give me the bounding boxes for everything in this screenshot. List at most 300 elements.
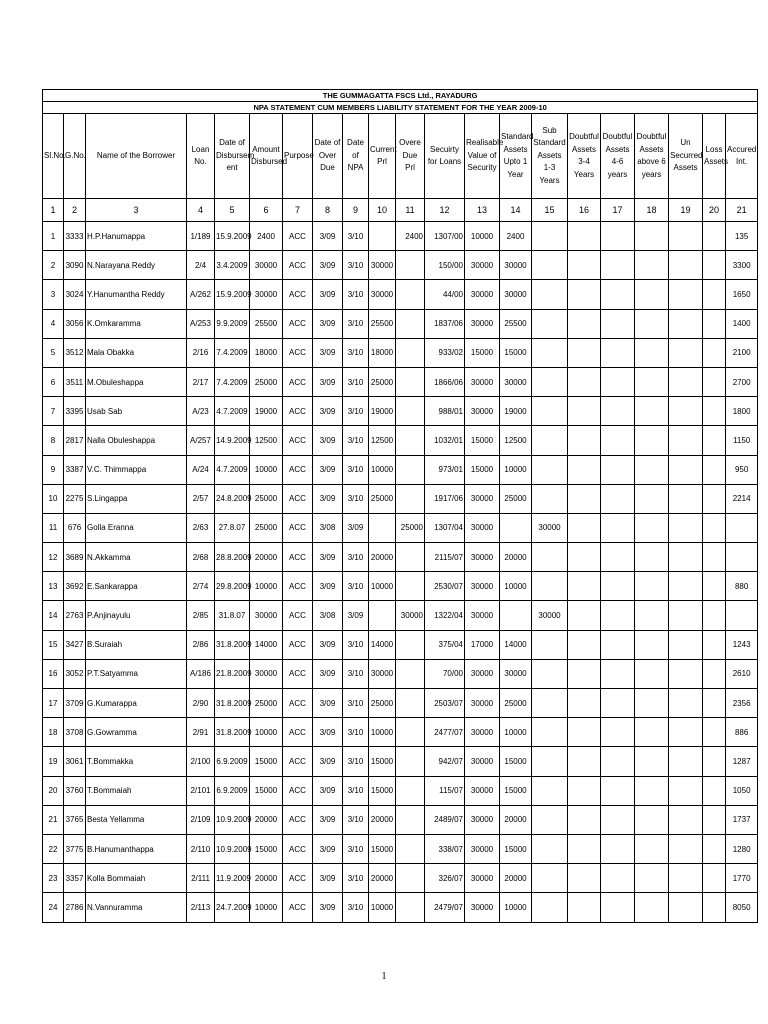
table-cell-12: 2489/07	[425, 805, 465, 834]
table-cell-9: 3/10	[343, 834, 369, 863]
table-cell-12: 942/07	[425, 747, 465, 776]
table-cell-14: 30000	[500, 367, 532, 396]
table-cell-17	[601, 689, 635, 718]
table-cell-15	[532, 805, 568, 834]
table-cell-11: 2400	[396, 222, 425, 251]
table-cell-5: 31.8.2009	[215, 718, 250, 747]
table-cell-2: 3689	[64, 543, 86, 572]
table-cell-9: 3/10	[343, 309, 369, 338]
table-cell-11	[396, 834, 425, 863]
header-cell-2: G.No.	[64, 114, 86, 199]
table-row	[43, 543, 758, 572]
table-cell-20	[703, 280, 726, 309]
table-row	[43, 338, 758, 367]
table-cell-21: 3300	[726, 251, 758, 280]
table-cell-4: A/24	[187, 455, 215, 484]
table-cell-5: 15.9.2009	[215, 280, 250, 309]
table-row	[43, 397, 758, 426]
table-cell-16	[568, 805, 601, 834]
table-cell-16	[568, 309, 601, 338]
table-cell-8: 3/09	[313, 572, 343, 601]
subtitle-row	[43, 102, 758, 114]
table-cell-16	[568, 893, 601, 922]
table-cell-12: 44/00	[425, 280, 465, 309]
table-cell-3: N.Narayana Reddy	[86, 251, 187, 280]
table-cell-6: 14000	[250, 630, 283, 659]
column-number-cell-5: 5	[215, 199, 250, 222]
table-cell-5: 9.9.2009	[215, 309, 250, 338]
table-cell-16	[568, 222, 601, 251]
table-cell-1: 10	[43, 484, 64, 513]
table-cell-1: 18	[43, 718, 64, 747]
table-cell-21: 1050	[726, 776, 758, 805]
document-title: THE GUMMAGATTA FSCS Ltd., RAYADURG	[43, 90, 758, 102]
table-cell-4: A/186	[187, 659, 215, 688]
table-cell-19	[669, 251, 703, 280]
table-cell-11	[396, 397, 425, 426]
table-cell-6: 12500	[250, 426, 283, 455]
table-cell-8: 3/09	[313, 484, 343, 513]
table-cell-14: 12500	[500, 426, 532, 455]
header-cell-7: Purpose	[283, 114, 313, 199]
table-cell-16	[568, 659, 601, 688]
table-cell-18	[635, 484, 669, 513]
table-cell-16	[568, 280, 601, 309]
column-number-cell-12: 12	[425, 199, 465, 222]
table-cell-17	[601, 630, 635, 659]
table-cell-3: S.Lingappa	[86, 484, 187, 513]
table-cell-21: 1800	[726, 397, 758, 426]
table-cell-19	[669, 864, 703, 893]
table-cell-6: 10000	[250, 893, 283, 922]
table-cell-18	[635, 601, 669, 630]
table-cell-5: 6.9.2009	[215, 747, 250, 776]
table-cell-6: 25000	[250, 484, 283, 513]
table-cell-7: ACC	[283, 834, 313, 863]
table-cell-12: 115/07	[425, 776, 465, 805]
table-cell-18	[635, 747, 669, 776]
table-cell-14: 25000	[500, 484, 532, 513]
table-cell-1: 12	[43, 543, 64, 572]
table-cell-19	[669, 689, 703, 718]
table-cell-17	[601, 718, 635, 747]
table-cell-19	[669, 543, 703, 572]
table-cell-1: 1	[43, 222, 64, 251]
table-cell-13: 30000	[465, 513, 500, 542]
table-cell-11	[396, 484, 425, 513]
table-cell-11	[396, 338, 425, 367]
table-cell-2: 3024	[64, 280, 86, 309]
table-cell-10: 30000	[369, 280, 396, 309]
table-cell-6: 2400	[250, 222, 283, 251]
table-cell-21	[726, 513, 758, 542]
table-cell-21: 1243	[726, 630, 758, 659]
table-cell-13: 30000	[465, 864, 500, 893]
table-cell-18	[635, 338, 669, 367]
table-cell-7: ACC	[283, 659, 313, 688]
header-cell-18: Doubtful Assets above 6 years	[635, 114, 669, 199]
table-cell-18	[635, 689, 669, 718]
table-cell-11	[396, 630, 425, 659]
table-cell-15	[532, 630, 568, 659]
header-cell-16: Doubtful Assets 3-4 Years	[568, 114, 601, 199]
column-number-cell-4: 4	[187, 199, 215, 222]
table-cell-12: 2115/07	[425, 543, 465, 572]
table-cell-17	[601, 601, 635, 630]
table-cell-14: 15000	[500, 834, 532, 863]
table-cell-10: 25000	[369, 689, 396, 718]
table-cell-14: 10000	[500, 455, 532, 484]
table-cell-20	[703, 893, 726, 922]
table-cell-10: 10000	[369, 572, 396, 601]
table-cell-6: 30000	[250, 601, 283, 630]
table-cell-20	[703, 630, 726, 659]
table-cell-4: 2/110	[187, 834, 215, 863]
table-cell-19	[669, 630, 703, 659]
header-cell-6: Amount Disbursed	[250, 114, 283, 199]
column-number-cell-18: 18	[635, 199, 669, 222]
table-cell-4: 2/111	[187, 864, 215, 893]
table-cell-9: 3/10	[343, 864, 369, 893]
table-cell-5: 11.9.2009	[215, 864, 250, 893]
table-cell-16	[568, 455, 601, 484]
table-cell-7: ACC	[283, 484, 313, 513]
table-cell-16	[568, 834, 601, 863]
table-cell-15	[532, 776, 568, 805]
column-number-cell-6: 6	[250, 199, 283, 222]
table-cell-1: 19	[43, 747, 64, 776]
table-cell-3: Usab Sab	[86, 397, 187, 426]
table-cell-6: 15000	[250, 747, 283, 776]
table-cell-21: 135	[726, 222, 758, 251]
table-cell-13: 30000	[465, 747, 500, 776]
table-cell-15	[532, 659, 568, 688]
header-cell-11: Overe Due Prl	[396, 114, 425, 199]
table-cell-5: 3.4.2009	[215, 251, 250, 280]
table-cell-12: 326/07	[425, 864, 465, 893]
table-cell-12: 1032/01	[425, 426, 465, 455]
table-cell-12: 1307/00	[425, 222, 465, 251]
table-cell-14: 10000	[500, 572, 532, 601]
table-cell-18	[635, 834, 669, 863]
table-cell-8: 3/09	[313, 280, 343, 309]
table-cell-20	[703, 455, 726, 484]
table-cell-21: 886	[726, 718, 758, 747]
table-cell-10: 20000	[369, 864, 396, 893]
table-cell-2: 2275	[64, 484, 86, 513]
table-cell-4: 1/189	[187, 222, 215, 251]
table-cell-11	[396, 747, 425, 776]
table-cell-10: 19000	[369, 397, 396, 426]
table-cell-16	[568, 367, 601, 396]
table-cell-7: ACC	[283, 689, 313, 718]
table-cell-4: 2/74	[187, 572, 215, 601]
table-cell-19	[669, 426, 703, 455]
table-cell-10: 10000	[369, 718, 396, 747]
table-cell-21: 1770	[726, 864, 758, 893]
table-cell-19	[669, 805, 703, 834]
table-cell-17	[601, 893, 635, 922]
table-cell-13: 30000	[465, 805, 500, 834]
table-cell-19	[669, 484, 703, 513]
table-cell-20	[703, 747, 726, 776]
table-cell-13: 30000	[465, 718, 500, 747]
table-cell-1: 5	[43, 338, 64, 367]
table-cell-12: 933/02	[425, 338, 465, 367]
table-cell-12: 988/01	[425, 397, 465, 426]
table-cell-5: 6.9.2009	[215, 776, 250, 805]
table-cell-19	[669, 747, 703, 776]
table-cell-18	[635, 513, 669, 542]
table-cell-1: 21	[43, 805, 64, 834]
column-number-cell-16: 16	[568, 199, 601, 222]
table-cell-21: 2356	[726, 689, 758, 718]
table-cell-19	[669, 659, 703, 688]
table-cell-5: 7.4.2009	[215, 367, 250, 396]
table-cell-11: 25000	[396, 513, 425, 542]
table-cell-7: ACC	[283, 805, 313, 834]
table-cell-14	[500, 513, 532, 542]
table-cell-1: 2	[43, 251, 64, 280]
table-cell-3: Besta Yellamma	[86, 805, 187, 834]
table-cell-16	[568, 572, 601, 601]
header-row	[43, 114, 758, 199]
table-cell-7: ACC	[283, 572, 313, 601]
column-number-cell-11: 11	[396, 199, 425, 222]
table-row	[43, 222, 758, 251]
table-cell-3: Kolla Bommaiah	[86, 864, 187, 893]
table-cell-7: ACC	[283, 455, 313, 484]
table-cell-18	[635, 222, 669, 251]
table-cell-13: 15000	[465, 426, 500, 455]
table-cell-1: 6	[43, 367, 64, 396]
table-cell-10	[369, 601, 396, 630]
table-row	[43, 455, 758, 484]
table-cell-15	[532, 747, 568, 776]
table-cell-8: 3/09	[313, 397, 343, 426]
table-cell-20	[703, 338, 726, 367]
table-cell-19	[669, 367, 703, 396]
table-cell-4: 2/57	[187, 484, 215, 513]
table-cell-1: 20	[43, 776, 64, 805]
table-cell-20	[703, 805, 726, 834]
table-cell-3: N.Akkamma	[86, 543, 187, 572]
table-cell-18	[635, 251, 669, 280]
header-cell-10: Current Prl	[369, 114, 396, 199]
table-cell-19	[669, 776, 703, 805]
table-cell-16	[568, 513, 601, 542]
table-cell-9: 3/10	[343, 543, 369, 572]
table-cell-21: 1150	[726, 426, 758, 455]
table-cell-5: 4.7.2009	[215, 397, 250, 426]
table-cell-11	[396, 776, 425, 805]
table-cell-6: 10000	[250, 455, 283, 484]
table-cell-18	[635, 659, 669, 688]
table-cell-16	[568, 338, 601, 367]
table-cell-21	[726, 543, 758, 572]
table-cell-2: 3395	[64, 397, 86, 426]
table-cell-2: 3709	[64, 689, 86, 718]
table-cell-2: 3357	[64, 864, 86, 893]
table-row	[43, 572, 758, 601]
table-cell-2: 3052	[64, 659, 86, 688]
table-cell-7: ACC	[283, 397, 313, 426]
table-cell-6: 18000	[250, 338, 283, 367]
table-cell-16	[568, 718, 601, 747]
column-number-cell-9: 9	[343, 199, 369, 222]
table-cell-19	[669, 718, 703, 747]
table-cell-9: 3/10	[343, 659, 369, 688]
table-cell-17	[601, 864, 635, 893]
table-cell-14: 30000	[500, 659, 532, 688]
table-cell-20	[703, 834, 726, 863]
table-cell-10: 14000	[369, 630, 396, 659]
header-cell-8: Date of Over Due	[313, 114, 343, 199]
table-cell-9: 3/10	[343, 455, 369, 484]
table-cell-16	[568, 426, 601, 455]
table-cell-8: 3/09	[313, 864, 343, 893]
table-cell-14: 15000	[500, 747, 532, 776]
table-cell-1: 22	[43, 834, 64, 863]
table-cell-17	[601, 776, 635, 805]
table-cell-13: 30000	[465, 776, 500, 805]
table-cell-3: B.Hanumanthappa	[86, 834, 187, 863]
table-row	[43, 426, 758, 455]
table-cell-16	[568, 601, 601, 630]
table-cell-3: P.T.Satyamma	[86, 659, 187, 688]
table-cell-3: G.Kumarappa	[86, 689, 187, 718]
table-cell-14: 30000	[500, 280, 532, 309]
table-row	[43, 309, 758, 338]
table-cell-10: 15000	[369, 834, 396, 863]
table-cell-17	[601, 572, 635, 601]
table-cell-9: 3/09	[343, 513, 369, 542]
table-cell-8: 3/09	[313, 893, 343, 922]
table-cell-10: 12500	[369, 426, 396, 455]
table-cell-5: 31.8.2009	[215, 689, 250, 718]
table-cell-2: 3056	[64, 309, 86, 338]
table-cell-11	[396, 426, 425, 455]
column-number-cell-1: 1	[43, 199, 64, 222]
table-cell-3: H.P.Hanumappa	[86, 222, 187, 251]
table-cell-5: 31.8.07	[215, 601, 250, 630]
table-cell-5: 10.9.2009	[215, 834, 250, 863]
table-cell-9: 3/10	[343, 397, 369, 426]
table-cell-12: 2503/07	[425, 689, 465, 718]
table-cell-20	[703, 659, 726, 688]
column-number-row	[43, 199, 758, 222]
table-cell-4: 2/17	[187, 367, 215, 396]
table-cell-14: 20000	[500, 864, 532, 893]
table-cell-18	[635, 776, 669, 805]
table-cell-6: 30000	[250, 251, 283, 280]
table-cell-4: A/23	[187, 397, 215, 426]
table-cell-2: 3765	[64, 805, 86, 834]
table-cell-15: 30000	[532, 601, 568, 630]
column-number-cell-3: 3	[86, 199, 187, 222]
column-number-cell-14: 14	[500, 199, 532, 222]
table-cell-14: 10000	[500, 893, 532, 922]
table-cell-4: A/257	[187, 426, 215, 455]
table-cell-5: 10.9.2009	[215, 805, 250, 834]
header-cell-12: Secuirty for Loans	[425, 114, 465, 199]
table-cell-11: 30000	[396, 601, 425, 630]
table-cell-8: 3/09	[313, 338, 343, 367]
table-cell-9: 3/10	[343, 222, 369, 251]
table-row	[43, 689, 758, 718]
table-cell-10: 18000	[369, 338, 396, 367]
table-cell-21: 2610	[726, 659, 758, 688]
table-cell-18	[635, 309, 669, 338]
table-cell-21: 1737	[726, 805, 758, 834]
table-cell-7: ACC	[283, 893, 313, 922]
table-cell-2: 3061	[64, 747, 86, 776]
table-cell-9: 3/10	[343, 338, 369, 367]
table-cell-20	[703, 397, 726, 426]
table-row	[43, 367, 758, 396]
table-cell-11	[396, 251, 425, 280]
column-number-cell-7: 7	[283, 199, 313, 222]
table-cell-8: 3/09	[313, 805, 343, 834]
table-cell-3: P.Anjinayulu	[86, 601, 187, 630]
table-cell-9: 3/10	[343, 718, 369, 747]
table-row	[43, 834, 758, 863]
table-cell-8: 3/09	[313, 834, 343, 863]
table-cell-18	[635, 543, 669, 572]
table-row	[43, 747, 758, 776]
table-cell-8: 3/09	[313, 689, 343, 718]
table-cell-12: 338/07	[425, 834, 465, 863]
table-row	[43, 251, 758, 280]
table-cell-6: 25000	[250, 367, 283, 396]
table-cell-4: 2/16	[187, 338, 215, 367]
table-cell-2: 3427	[64, 630, 86, 659]
table-cell-17	[601, 659, 635, 688]
table-cell-11	[396, 543, 425, 572]
table-cell-12: 1322/04	[425, 601, 465, 630]
table-cell-6: 20000	[250, 805, 283, 834]
table-cell-10: 30000	[369, 251, 396, 280]
table-cell-9: 3/10	[343, 572, 369, 601]
table-cell-6: 10000	[250, 718, 283, 747]
table-cell-11	[396, 455, 425, 484]
table-cell-8: 3/09	[313, 543, 343, 572]
table-cell-1: 9	[43, 455, 64, 484]
table-cell-11	[396, 893, 425, 922]
header-cell-4: Loan No.	[187, 114, 215, 199]
column-number-cell-13: 13	[465, 199, 500, 222]
table-cell-7: ACC	[283, 280, 313, 309]
table-cell-2: 3708	[64, 718, 86, 747]
table-cell-20	[703, 251, 726, 280]
table-cell-3: G.Gowramma	[86, 718, 187, 747]
column-number-cell-2: 2	[64, 199, 86, 222]
table-cell-21: 1280	[726, 834, 758, 863]
table-cell-7: ACC	[283, 630, 313, 659]
table-cell-12: 1307/04	[425, 513, 465, 542]
table-cell-14: 30000	[500, 251, 532, 280]
header-cell-5: Date of Disbursem ent	[215, 114, 250, 199]
table-cell-3: Y.Hanumantha Reddy	[86, 280, 187, 309]
npa-statement-table	[42, 89, 758, 923]
table-cell-1: 15	[43, 630, 64, 659]
table-cell-11	[396, 659, 425, 688]
table-cell-5: 31.8.2009	[215, 630, 250, 659]
table-cell-1: 8	[43, 426, 64, 455]
table-cell-20	[703, 572, 726, 601]
table-cell-15	[532, 864, 568, 893]
table-cell-21: 2214	[726, 484, 758, 513]
